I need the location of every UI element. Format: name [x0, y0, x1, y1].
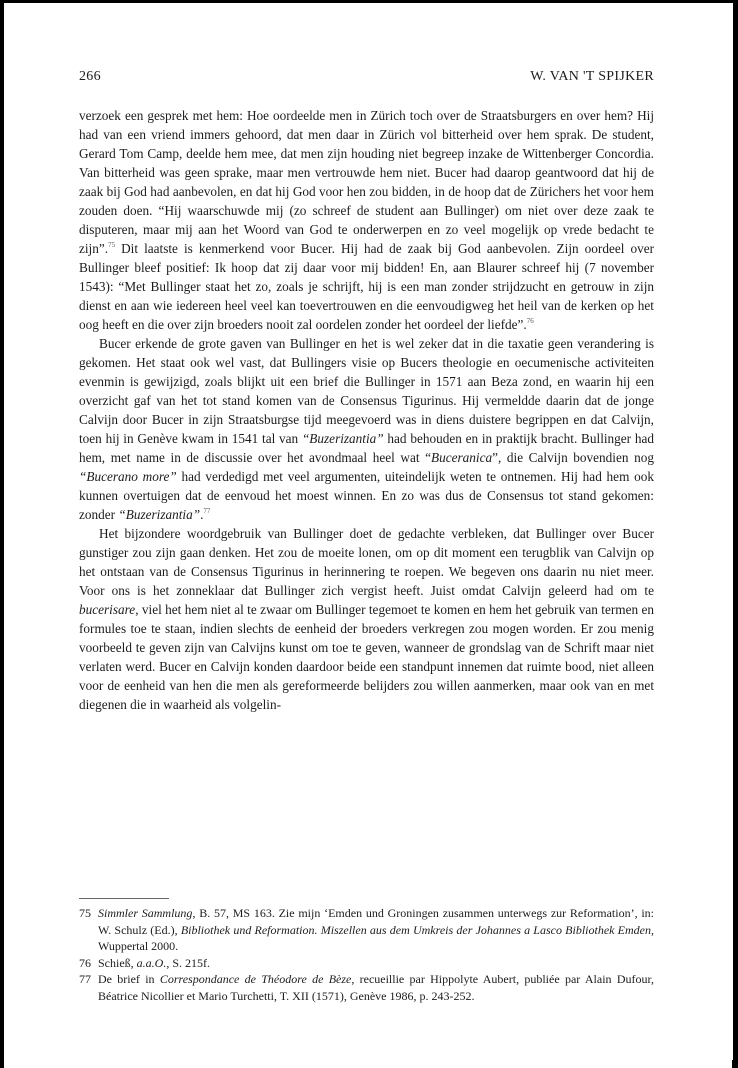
- text-run: ”, die Calvijn bovendien nog: [492, 450, 654, 465]
- footnote-number: 76: [79, 955, 91, 970]
- footnotes: [79, 905, 654, 1004]
- text-run: , Wuppertal 2000.: [98, 922, 654, 953]
- text-run: De brief in: [98, 972, 160, 986]
- body-text: [79, 106, 654, 714]
- scan-corner-mark: [732, 1060, 738, 1068]
- running-head-author: W. VAN 'T SPIJKER: [530, 69, 654, 84]
- text-run: Schieß,: [98, 955, 137, 970]
- italic-text: a.a.O.: [136, 955, 167, 970]
- italic-text: Simmler Sammlung: [98, 906, 193, 920]
- footnote-text: [98, 971, 654, 1004]
- text-run: Het bijzondere woordgebruik van Bullinger doet de gedachte verbleken, dat Bullinger over Bucer gunstiger zou zijn gaan denken. Het zou de moeite lonen, om op dit moment een terugblik van Calvijn op het ontstaan van de Consensus Tigurinus in herinnering te roepen. We begeven ons daarin nu niet meer. Voor ons is het zonneklaar dat Bullinger zich vergist heeft. Juist omdat Calvijn geleerd had om te: [79, 526, 654, 598]
- footnote: [79, 955, 654, 972]
- page-number: 266: [79, 69, 101, 84]
- text-run: .: [200, 507, 204, 522]
- text-run: Bucer erkende de grote gaven van Bullinger en het is wel zeker dat in die taxatie geen verandering is gekomen. Het staat ook wel vast, dat Bullingers visie op Bucers theologie en oecumenische activiteiten evenmin is gewijzigd, zoals blijkt uit een brief die Bullinger in 1571 aan Beza zond, en waarin hij een overzicht gaf van het tot stand komen van de Consensus Tigurinus. Hij vermeldde daarin dat de jonge Calvijn door Bucer in zijn Straatsburgse tijd meegevoerd was in diens duistere begrippen en dat Calvijn, toen hij in Genève kwam in 1541 tal van: [79, 336, 654, 446]
- footnote-number: 75: [79, 906, 91, 920]
- footnote: [79, 905, 654, 955]
- footnote-text: [98, 905, 654, 955]
- italic-text: “Buzerizantia”: [301, 431, 384, 446]
- paragraph: [79, 334, 654, 524]
- footnote-reference: 76: [526, 317, 534, 325]
- footnote: [79, 971, 654, 1004]
- footnote-rule: [79, 898, 169, 899]
- text-run: had behouden en in praktijk bracht. Bullinger had hem, met name in de discussie over het avondmaal heel wat “: [79, 431, 654, 465]
- text-run: Dit laatste is kenmerkend voor Bucer. Hij had de zaak bij God aanbevolen. Zijn oordeel over Bullinger bleef positief: Ik hoop dat zij daar voor mij bidden! En, aan Blaurer schreef hij (7 november 1543): “Met Bullinger staat het zo, zoals je schrijft, hij is een man zonder strijdzucht en getrouw in zijn dienst en aan wie iedereen heel veel kan toevertrouwen en die eenvoudigweg het heil van de kerken op het oog heeft en die over zijn broeders nooit zal oordelen zonder het oordeel der liefde”.: [79, 241, 654, 332]
- italic-text: “Buzerizantia”: [118, 507, 201, 522]
- italic-text: “Bucerano more”: [79, 469, 177, 484]
- footnote-number: 77: [79, 972, 91, 986]
- paragraph: [79, 106, 654, 334]
- text-run: verzoek een gesprek met hem: Hoe oordeelde men in Zürich toch over de Straatsburgers en over hem? Hij had van een vriend immers gehoord, dat men daar in Zürich vol bitterheid over hem sprak. De student, Gerard Tom Camp, deelde hem mee, dat men zijn houding niet begreep inzake de Wittenberger Concordia. Van bitterheid was geen sprake, maar men vertrouwde hem niet. Bucer had daarop geantwoord dat hij de zaak bij God had aanbevolen, en dat hij God voor hen zou bidden, in de hoop dat de Zürichers het voor hem zouden doen. “Hij waarschuwde mij (zo schreef de student aan Bullinger) om niet over deze zaak te disputeren, maar mij aan het Woord van God te onderwerpen en zo veel mogelijk op vrede bedacht te zijn”.: [79, 108, 654, 256]
- text-run: , S. 215f.: [166, 955, 211, 970]
- running-header: [79, 69, 654, 85]
- footnote-reference: 75: [108, 241, 116, 249]
- italic-text: Correspondance de Théodore de Bèze: [159, 972, 352, 986]
- italic-text: bucerisare: [79, 602, 136, 617]
- italic-text: Bibliothek und Reformation. Miszellen aus dem Umkreis der Johannes a Lasco Bibliothek Emden: [180, 922, 651, 937]
- paragraph: [79, 524, 654, 714]
- footnote-text: [98, 955, 654, 972]
- italic-text: Buceranica: [431, 450, 493, 465]
- text-run: , B. 57, MS 163. Zie mijn ‘Emden und Groningen zusammen unterwegs zur Reformation’, in: W. Schulz (Ed.),: [98, 906, 655, 937]
- text-run: had verdedigd met veel argumenten, uiteindelijk weten te ontnemen. Hij had hem ook kunnen overtuigen dat de eenvoud het moest winnen. En zo was dus de Consensus tot stand gekomen: zonder: [79, 469, 654, 522]
- footnote-reference: 77: [203, 507, 211, 515]
- text-run: , recueillie par Hippolyte Aubert, publiée par Alain Dufour, Béatrice Nicollier et Mario Turchetti, T. XII (1571), Genève 1986, p. 243-252.: [98, 972, 655, 1003]
- text-run: , viel het hem niet al te zwaar om Bullinger tegemoet te komen en hem het gebruik van termen en formules toe te staan, indien slechts de eenheid der broeders verkregen zou mogen worden. Er zou menig voorbeeld te geven zijn van Calvijns kunst om toe te geven, wanneer de grondslag van de Schrift maar niet verlaten werd. Bucer en Calvijn konden daardoor beide een standpunt innemen dat ruimte bood, niet alleen voor de eenheid van hen die men als gereformeerde belijders zou willen aanmerken, maar ook van en met diegenen die in waarheid als volgelin-: [79, 602, 654, 712]
